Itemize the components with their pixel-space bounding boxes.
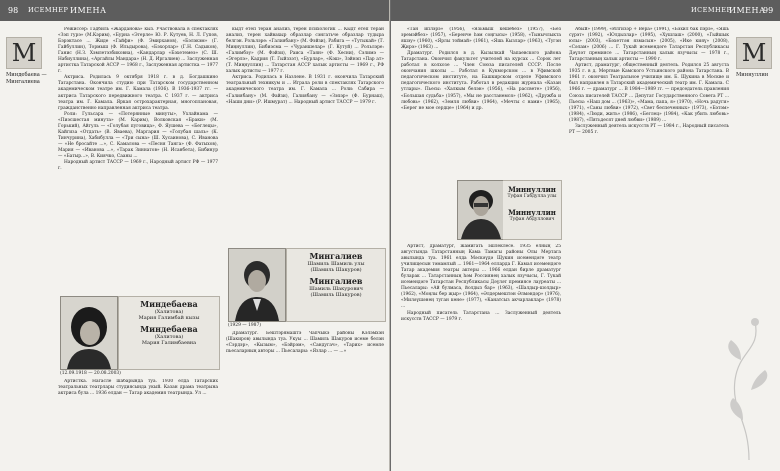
portrait-minnullin [457,180,505,240]
col-paragraph: Актриса. Родилась 9 октября 1918 г. в д. Богдашкино Татарстана. Окончила студию при Татарском государственном академическом театре им. Г. Камала (1936). В 1936-1937 гг. — актриса Татарского передвижного театра. С 1937 г. — актриса театра им. Г. Камала. Яркая острохарактерная, многоплановая, гражданственно направленная актриса театра. [58,75,218,111]
col-paragraph: Заслуженный деятель искусств РТ — 1984 г., Народный писатель РТ — 2005 г. [569,123,729,135]
name-russian: Миндебаева [140,324,198,334]
left-header-title: ИМЕНА [70,6,107,15]
dates-mindebaeva: (12.09.1918 — 20.08.2003) [60,371,121,376]
left-side-label: Миндебаева — Мингалиева [6,72,47,85]
right-column-2 [569,27,729,465]
col-paragraph: Артист, драматург, жамигать эшлеклесе. 1935 елның 25 августында Татарстанның Кама Тамагы районы Олы Мертага авылында туа. 1961 елда Мәскәүдә Щукин исемендәге театр училищесын тәмамлый ... 1961—1964 елларда Г. Камал исемендәге Татар академия театры актеры ... 1966 елдан бирле драматург буларак ... Татарстанның һәм Россиянең халык язучысы, Г. Тукай исемендәге Татарстан Республикасы Дәүләт премиясе лауреаты ... Пьесалары: «Ай булмаса, йолдыз бар» (1963), «Шалдыр-шолдыр» (1962), «Моңлы бер җыр» (1964), «Әлдермештән Әлмәндәр» (1976), «Миләүшәнең туган көне» (1977), «Канатсыз акчарлаклар» (1978) ... [401,244,561,310]
name-russian-patronymic: Мария Галимбаевна [141,340,197,346]
name-russian-maiden: (Халитова) [154,334,184,340]
right-page-number: 99 [763,6,774,15]
left-column-2-bottom [226,331,384,465]
left-header-bar [0,0,389,21]
right-page [391,0,780,471]
col-paragraph: Роли: Гульсара — «Потерянные минуты», Ухлайнама — «Пиэсшестая минута» (М. Карим), Волковская «Браки» (М. Горький), Айгуль — «Голубая пуговица», Ф. Яушева — «Беглецы», Кайгиза «Отдать» (В. Яваева), Маргария — «Голубая шаль» (К. Тинчурина), Хабибулла — «Три сына» (Ш. Хусаинова), С. Иванова — «Не бросайте ...», С. Камалова — «Песня Танга» (Ф. Фатыхов), Мария — «Иванова ...», «Тарак Зиннатов» (Н. Исанбета), Бибинур — «Батыр...», В. Киячко, Сааны ... [58,111,218,159]
left-column-1 [58,27,218,279]
portrait-mingaliev-icon [229,249,285,321]
col-paragraph: Абый» (1999), «Илгизэр + Вера» (1991), «Бэхил бак пэрэ», «Яшь сүрэт» (1992), «Юлдызлар» (1995), «Хушлаш» (2000), «Гыйшык юлы» (2003), «Бәхеттән язмасын» (2005), «Ике кияү» (2008), «Сәлам» (2006) ... Г. Тукай исемендәге Татарстан Республикасы Дәүләт премиясе ... Татарстанның халык язучысы — 1978 г., Татарстанның халык артисты — 1990 г. [569,27,729,63]
name-tatar: Миннуллин [508,185,556,194]
col-paragraph: кыдт етеп теран анализ, терен психологик ... Кыдт етеп теран анализ, терен хайвахыр образлар сэнгатьче образлар тудыра белгэн. Рольлэре: «Галиябану» (М. Фэйзи), Рабига — «Тутыкай» (Т. Миңнуллин), Бибиэсма — «Чураншелар» (Г. Кутуй) ... Рольлэре: «Галимбэу» (М. Фэйзи), Раиса «Таян» (Ф. Хөсни), Сэлимэ — «Эгерлэ», Кадрия (Т. Гыйззэт), «Бурлар», «Кэш», Зэйнэп «Пар ат» (Т. Миңнуллин) ... Татарстан АССР халык артисты — 1969 г., РФ халык артисты — 1977 г. [226,27,384,75]
namebox-mingaliev [286,248,386,322]
col-paragraph: Драматург. Родился в д. Кызылкай Чапаевского района Татарстана. Окончил факультет учителей на курсах ... Сорок лет работал в колхозе ... Член Союза писателей СССР. После окончания школы ... Работал в Кукморском ... в Уфимской педагогическом институте, на Башкирском отделе Уфимского педагогического института. Работал в редакции журнала «Казан утлары». Пьесы: «Халкым белэн» (1956), «На рассвете» (1956), «Большая судьба» (1957), «Мы не расстанемся» (1962), «Дружба и любовь» (1962), «Земля любви» (1964), «Мечты с нами» (1965), «Берег не мое сердце» (1964) и др. [401,51,561,111]
name-russian: Миннуллин [508,208,556,217]
dates-mingaliev: (1929 — 1987) [228,323,261,328]
name-tatar-patronymic: Туфан Габдулла улы [507,194,557,199]
portrait-minnullin-icon [458,181,504,239]
col-paragraph: «Тан иплэрэ» (1956), «Язьмыш кешебез» (1957), «Без эремэйбез» (1957), «Беренче һэм соңгысы» (1958), «Тынычлыкта яшэу» (1960), «Ярлы тоймай» (1961), «Яшь Кызлар» (1963), «Тугэн Җирэ» (1963) ... [401,27,561,51]
col-paragraph: Артист, драматург, общественный деятель. Родился 25 августа 1935 г. в д. Мертвые Камского Устьинского района Татарстана. В 1961 г. окончил Театральное училище им. Б. Щукина в Москве и был направлен в Татарский академический театр им. Г. Камала. С 1966 г. — драматург ... В 1984—1989 гг. — председатель правления Союза писателей ТАССР ... Депутат Государственного Совета РТ ... Пьесы: «Наш дом ... (1963)», «Мама, папа, я» (1970), «Ночь радуги» (1971), «Саны любви» (1972), «Свет беспеченных» (1973), «Бэтэм» (1984), «Люди, жить» (1986), «Беглец» (1984), «Как убить любовь» (1987), «Пятьдесят дней любви» (1989) ... [569,63,729,123]
col-paragraph: Народный артист ТАССР — 1969 г., Народный артист РФ — 1977 г. [58,160,218,172]
name-tatar-patronymic: Мария Галимбай кызы [138,315,200,321]
left-header-section: ИСЕМНЕР [28,6,69,14]
left-column-1-bottom [58,379,218,465]
left-page-number: 98 [8,6,19,15]
name-russian-patronymic: Туфан Абдуллович [509,217,555,222]
col-paragraph: Драматург. Бештэрямаштэ Чапчыкэ районы Кэлэмхэн (Шакиров) авылында туа. Укуы ... Шамиль Шакуров исеме белэн «Сэрдэр», «Кызым», «Бэйрэм», «Сандугач», «Тарих» исемле пьесаларның авторы ... Пьесалары: «Язлар ... — ...» [226,331,384,355]
col-paragraph: Режиссер: Гадбиль «Жарданова» кыз. Участвовала в спектаклях «Зэп гурэ» (М.Кэрим), «Бурна «Эгерле» Ю. Р. Кутуев, Н. Л. Гупов, Бэрэктасе ... Жиде «Гайфи» (Ф. Эмирханов), «Бэлэкэм» (Г. Гайбуллин), Тормыш (Ф. Ильдырова), «Бэхорлар» (Г.Н. Садыков), Ганис (Н.З. Хэмлетэзбиковна), «Кандарлар «Бэхетемеэ» (С. Ш. Набиуллина), «Аргайлы Мандара» (Н. Д. Иргалиев) ... Заслуженная артистка Татарской АССР — 1968 г., Заслуженная артистка — 1977 г. [58,27,218,75]
right-header-title: ИМЕНА [729,6,766,15]
name-tatar: Мингалиев [309,251,363,261]
floral-ornament-icon [721,310,777,460]
portrait-mindebaeva-icon [61,297,117,369]
namebox-mindebaeva [118,296,220,370]
left-column-2 [226,27,384,242]
name-tatar-maiden: (Халитова) [154,309,184,315]
name-russian-patronymic: Шамиль Шакурович [309,286,363,292]
right-letter-box: М [736,37,772,69]
name-tatar-pseudonym: (Шамиль Шакуров) [310,267,362,273]
namebox-minnullin [503,180,562,240]
name-russian-pseudonym: (Шамиль Шакуров) [310,292,362,298]
right-side-label: Миннуллин [736,72,769,78]
right-header-bar [391,0,780,21]
name-russian: Мингалиев [309,276,363,286]
col-paragraph: Актриса. Родилась в Назлене. В 1931 г. окончила Татарский театральный техникум и ... Играла роли в спектаклях Татарского академического театра им. Г. Камала ... Роли: Сабира — «Галиябану» (М. Файзи), Галиябану — «Зэпэр» (Ф. Бурнаш), «Наши дни» (Р. Ишмурат) ... Народный артист ТАССР — 1979 г. [226,75,384,105]
col-paragraph: Артистка. Нагасле шабарында туа. 1930 елда Татарских театральных театрлары студиясында укый. Казан драма театрына актриса була ... 1936 елдан — Татар академия театрында. Ул ... [58,379,218,397]
left-letter-box: М [6,37,42,69]
right-column-1 [401,27,561,175]
portrait-mindebaeva [60,296,118,370]
portrait-mingaliev [228,248,286,322]
name-tatar-patronymic: Шамиль Шамиль улы [307,261,365,267]
right-header-section: ИСЕМНЕР [691,6,732,14]
name-tatar: Миндебаева [140,299,198,309]
col-paragraph: Народный писатель Татарстана ... Заслуженный деятель искусств ТАССР — 1979 г. [401,310,561,322]
right-column-1-bottom [401,244,561,465]
